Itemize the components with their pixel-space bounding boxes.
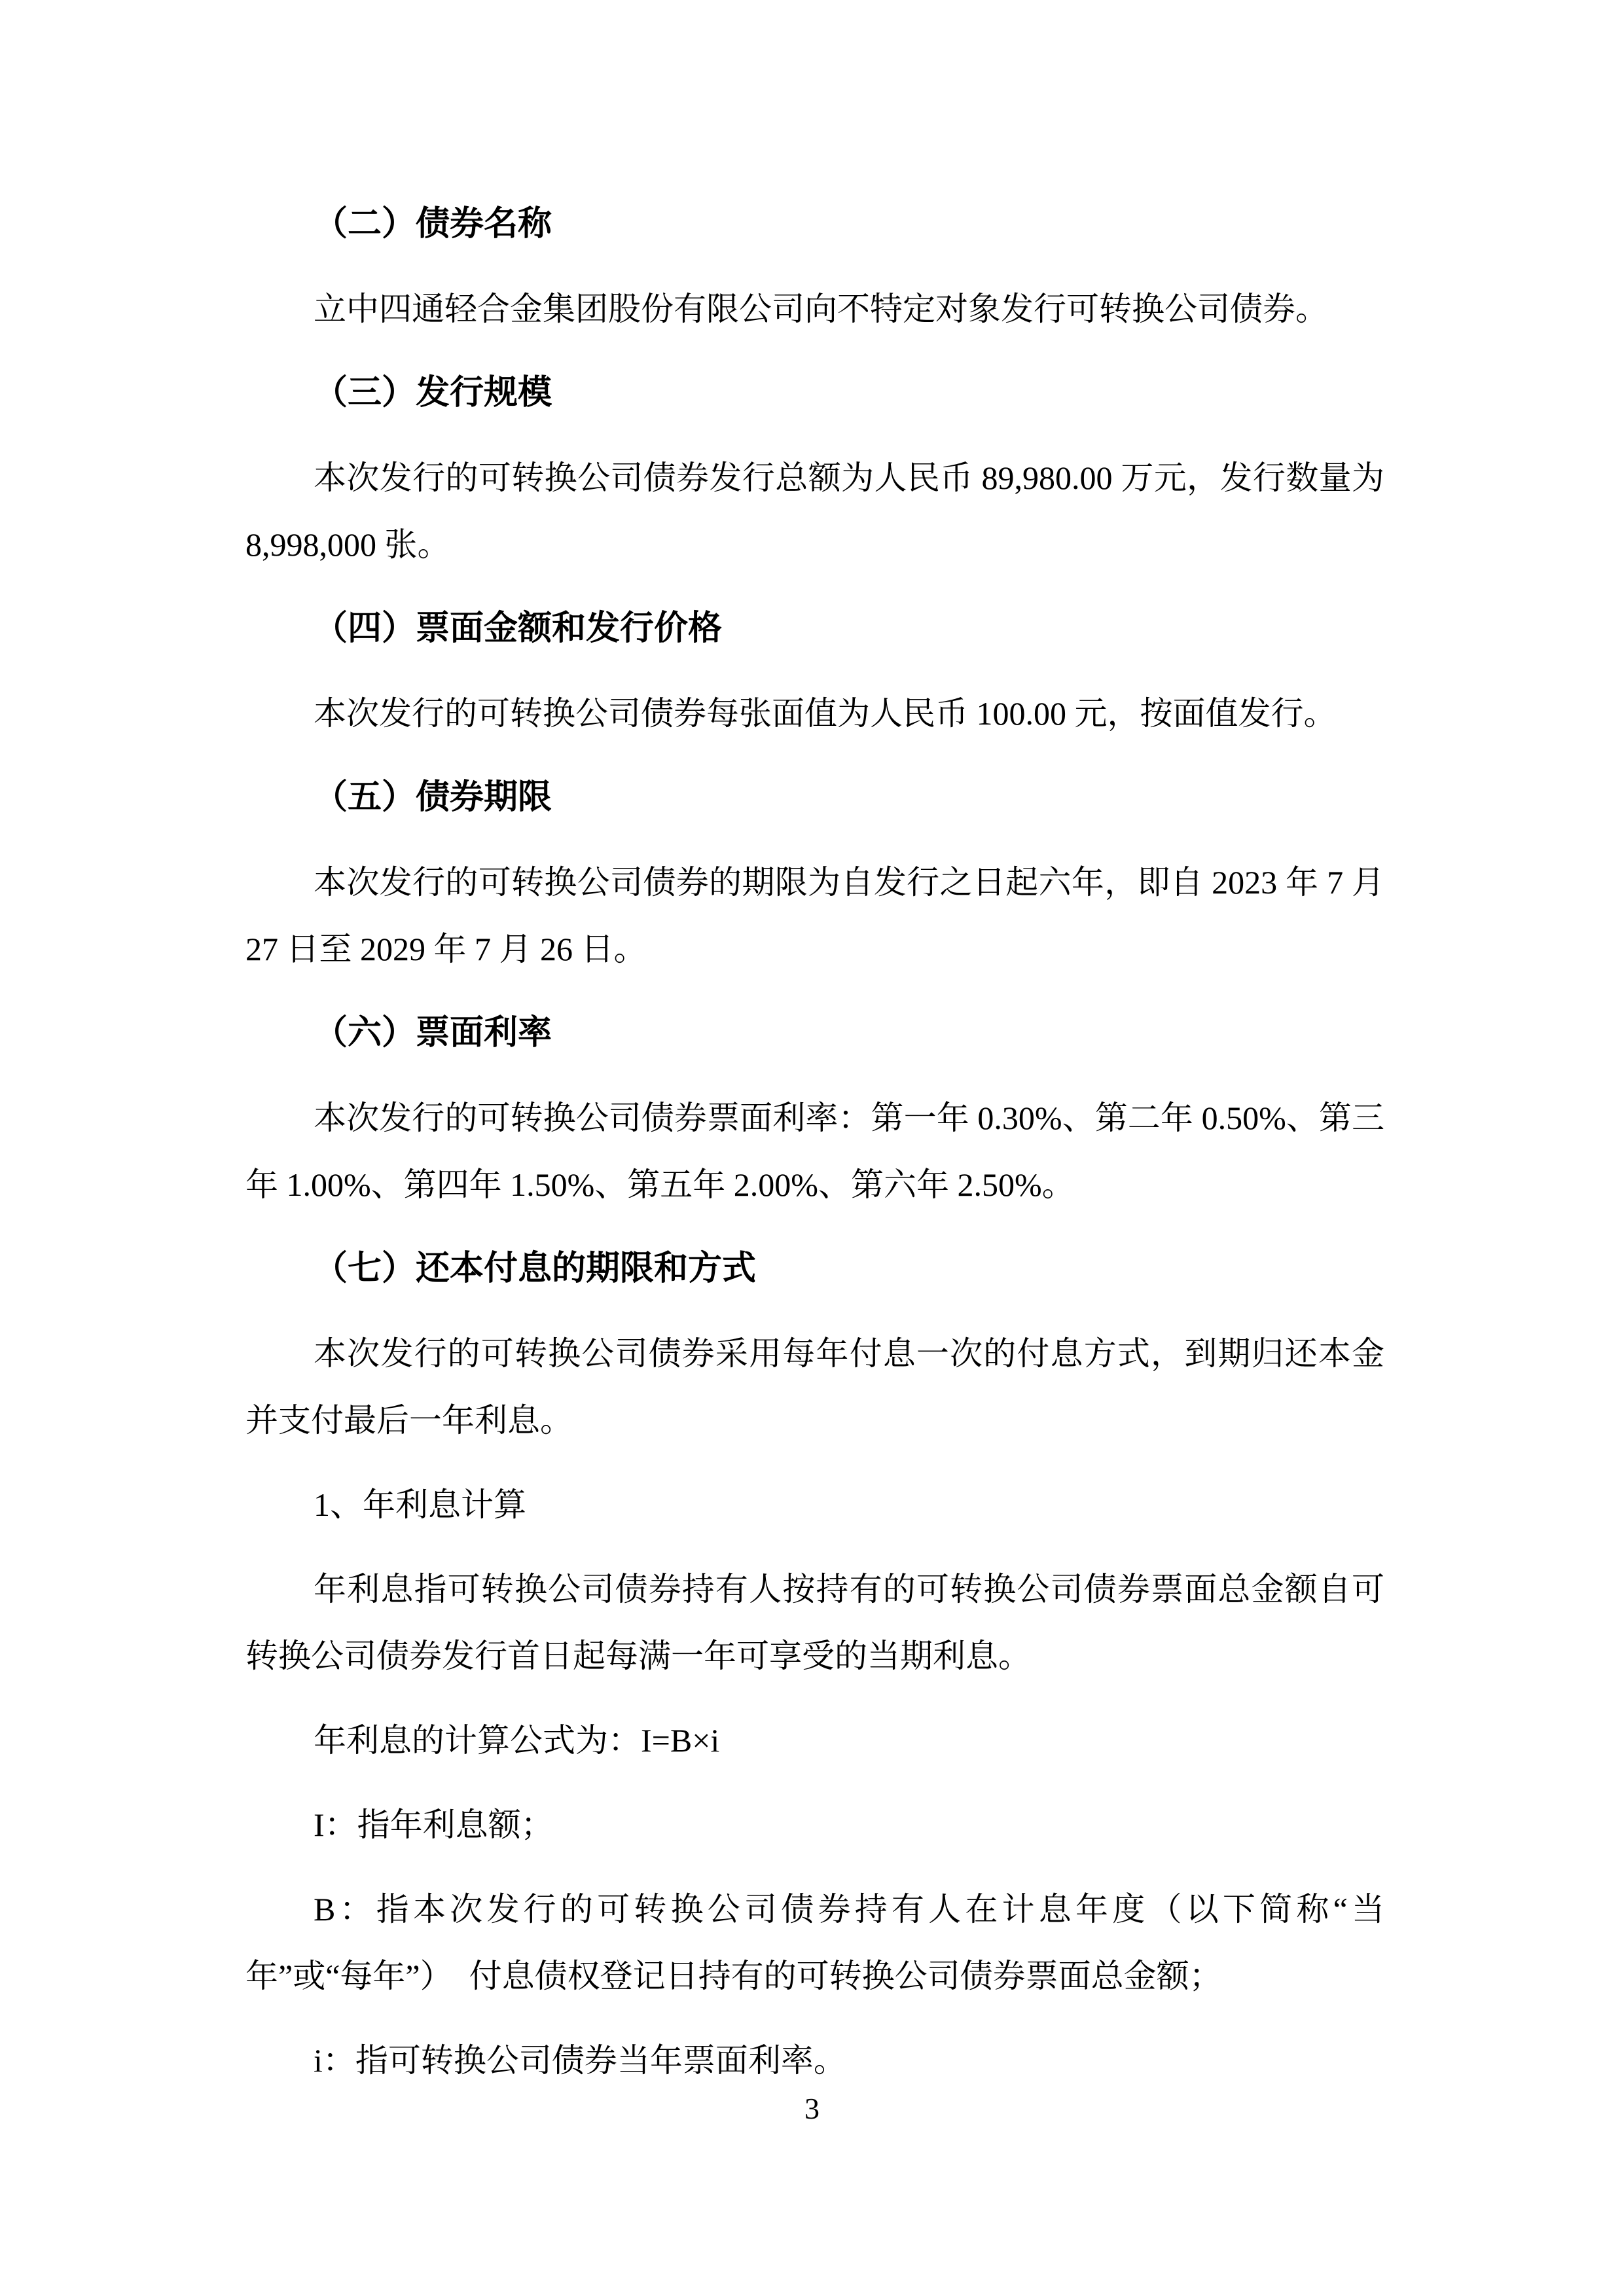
paragraph-annual-interest-def: 年利息指可转换公司债券持有人按持有的可转换公司债券票面总金额自可转换公司债券发行首日起每满一年可享受的当期利息。: [245, 1571, 1384, 1674]
heading-face-value-price: （四）票面金额和发行价格: [314, 610, 723, 647]
paragraph-interest-formula: 年利息的计算公式为：I=B×i: [314, 1722, 720, 1759]
paragraph-term-I: I：指年利息额；: [314, 1806, 554, 1843]
paragraph-face-value-price: 本次发行的可转换公司债券每张面值为人民币 100.00 元，按面值发行。: [314, 695, 1337, 732]
paragraph-bond-term: 本次发行的可转换公司债券的期限为自发行之日起六年，即自 2023 年 7 月 27 日至 2029 年 7 月 26 日。: [245, 864, 1384, 967]
heading-issue-scale: （三）发行规模: [314, 374, 552, 412]
subitem-annual-interest-calc: 1、年利息计算: [314, 1486, 526, 1523]
document-body: [245, 191, 1384, 2111]
paragraph-coupon-rate: 本次发行的可转换公司债券票面利率：第一年 0.30%、第二年 0.50%、第三年 1.00%、第四年 1.50%、第五年 2.00%、第六年 2.50%。: [245, 1100, 1384, 1203]
paragraph-term-i: i：指可转换公司债券当年票面利率。: [314, 2042, 846, 2079]
heading-bond-term: （五）债券期限: [314, 779, 552, 816]
paragraph-issue-scale: 本次发行的可转换公司债券发行总额为人民币 89,980.00 万元，发行数量为 8,998,000 张。: [245, 459, 1384, 563]
paragraph-repayment-method: 本次发行的可转换公司债券采用每年付息一次的付息方式，到期归还本金并支付最后一年利息。: [245, 1335, 1384, 1439]
page-number: 3: [804, 2092, 820, 2125]
heading-repayment-method: （七）还本付息的期限和方式: [314, 1250, 757, 1287]
paragraph-bond-name: 立中四通轻合金集团股份有限公司向不特定对象发行可转换公司债券。: [314, 291, 1328, 327]
heading-bond-name: （二）债券名称: [314, 206, 552, 243]
paragraph-term-B: B：指本次发行的可转换公司债券持有人在计息年度（以下简称“当年”或“每年”） 付息债权登记日持有的可转换公司债券票面总金额；: [245, 1891, 1384, 1994]
heading-coupon-rate: （六）票面利率: [314, 1014, 552, 1052]
